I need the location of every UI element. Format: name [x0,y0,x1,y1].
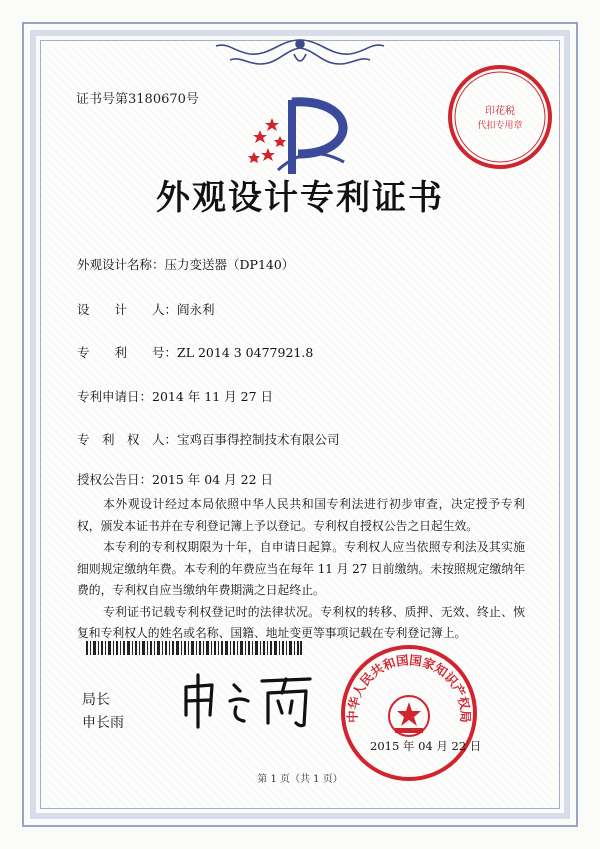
certificate-number: 证书号第3180670号 [76,92,199,107]
certificate-body [77,494,525,645]
field-value: 宝鸡百事得控制技术有限公司 [177,432,340,447]
field-value: 2015 年 04 月 22 日 [152,472,274,487]
field-publication-date [77,470,273,488]
body-paragraph: 本专利的专利权期限为十年，自申请日起算。专利权人应当依照专利法及其实施细则规定缴纳年费。本专利的年费应当在每年 11 月 27 日前缴纳。未按照规定缴纳年费的，专利权自应当缴纳年费期满之日起终止。 [77,540,525,597]
director-title: 局长 [82,692,110,708]
field-value: 压力变送器（DP140） [164,257,295,272]
svg-text:印花税: 印花税 [485,106,515,117]
field-designer [77,300,215,318]
national-ip-office-seal [338,642,480,784]
field-design-name [77,255,294,273]
field-label: 专利申请日： [77,389,153,404]
patent-office-logo [248,92,358,182]
body-paragraph: 专利证书记载专利权登记时的法律状况。专利权的转移、质押、无效、终止、恢复和专利权人的姓名或名称、国籍、地址变更等事项记载在专利登记簿上。 [77,604,525,640]
seal-date: 2015 年 04 月 22 日 [370,739,482,753]
body-paragraph: 本外观设计经过本局依照中华人民共和国专利法进行初步审查，决定授予专利权，颁发本证书并在专利登记簿上予以登记。专利权自授权公告之日起生效。 [77,497,525,533]
svg-text:代扣专用章: 代扣专用章 [477,121,523,131]
field-value: 阎永利 [177,302,215,317]
field-value: ZL 2014 3 0477921.8 [177,345,314,360]
field-application-date [77,387,273,405]
director-signature [178,671,328,731]
field-value: 2014 年 11 月 27 日 [152,389,274,404]
page-number: 第 1 页（共 1 页） [257,774,343,785]
field-label: 授权公告日： [77,472,153,487]
ornament-decoration [210,34,390,74]
tax-seal [445,62,555,172]
field-label: 设 计 人： [77,302,178,317]
field-label: 专 利 权 人： [77,432,178,447]
barcode [86,641,302,655]
svg-text:中华人民共和国国家知识产权局: 中华人民共和国国家知识产权局 [344,652,474,723]
field-patentee [77,430,340,448]
field-label: 专 利 号： [77,345,178,360]
field-patent-number [77,343,313,361]
certificate-title: 外观设计专利证书 [156,178,444,218]
field-label: 外观设计名称： [77,257,165,272]
director-name: 申长雨 [82,715,124,731]
